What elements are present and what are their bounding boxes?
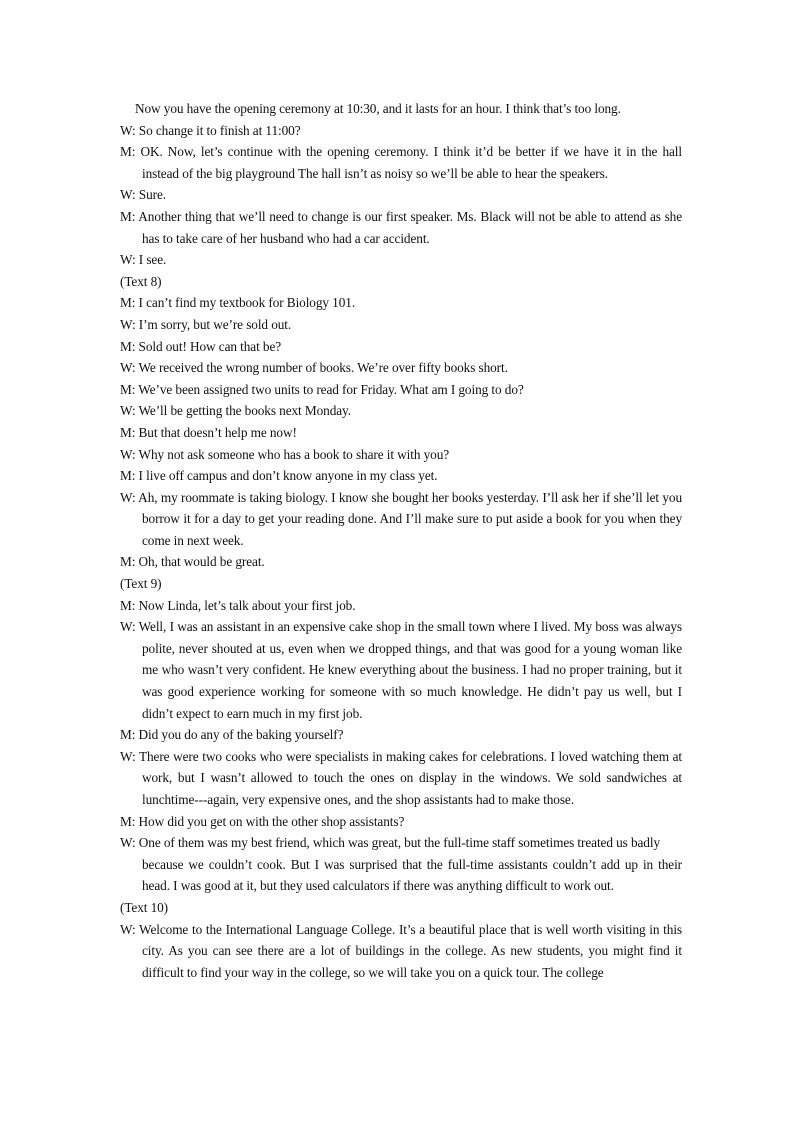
paragraph: W: So change it to finish at 11:00?	[120, 122, 301, 138]
paragraph: M: We’ve been assigned two units to read for Friday. What am I going to do?	[120, 381, 524, 397]
paragraph: M: But that doesn’t help me now!	[120, 424, 297, 440]
paragraph: M: Oh, that would be great.	[120, 554, 265, 570]
paragraph: W: Sure.	[120, 187, 166, 203]
paragraph: M: How did you get on with the other shop assistants?	[120, 813, 405, 829]
paragraph: M: OK. Now, let’s continue with the opening ceremony. I think it’d be better if we have it in the hall instead of the big playground The hall isn’t as noisy so we’ll be able to hear the speakers.	[120, 144, 682, 181]
paragraph: W: I see.	[120, 252, 167, 268]
paragraph: M: Did you do any of the baking yourself?	[120, 727, 344, 743]
section-label: (Text 8)	[120, 273, 162, 289]
paragraph: W: There were two cooks who were specialists in making cakes for celebrations. I loved watching them at work, but I wasn’t allowed to touch the ones on display in the windows. We sold sandwiches at lunchtime---again, very expensive ones, and the shop assistants had to make those.	[120, 748, 682, 807]
paragraph: M: I live off campus and don’t know anyone in my class yet.	[120, 468, 438, 484]
paragraph: W: We received the wrong number of books. We’re over fifty books short.	[120, 360, 508, 376]
paragraph: W: Well, I was an assistant in an expensive cake shop in the small town where I lived. My boss was always polite, never shouted at us, even when we dropped things, and that was good for a young woman like me who wasn’t very confident. He knew everything about the business. I had no proper training, but it was good experience working for someone with so much knowledge. He didn’t pay us well, but I didn’t expect to earn much in my first job.	[120, 619, 682, 721]
transcript-body	[120, 98, 682, 983]
paragraph: M: Now Linda, let’s talk about your first job.	[120, 597, 356, 613]
paragraph: W: We’ll be getting the books next Monday.	[120, 403, 351, 419]
paragraph: M: Another thing that we’ll need to change is our first speaker. Ms. Black will not be able to attend as she has to take care of her husband who had a car accident.	[120, 208, 682, 246]
paragraph: W: Welcome to the International Language College. It’s a beautiful place that is well worth visiting in this city. As you can see there are a lot of buildings in the college. As new students, you might find it difficult to find your way in the college, so we will take you on a quick tour. The college	[120, 921, 682, 980]
paragraph: W: Why not ask someone who has a book to share it with you?	[120, 446, 450, 462]
paragraph: W: Ah, my roommate is taking biology. I know she bought her books yesterday. I’ll ask her if she’ll let you borrow it for a day to get your reading done. And I’ll make sure to put aside a book for you when they come in next week.	[120, 489, 682, 548]
paragraph: M: Sold out! How can that be?	[120, 338, 282, 354]
paragraph: W: I’m sorry, but we’re sold out.	[120, 316, 292, 332]
paragraph: Now you have the opening ceremony at 10:30, and it lasts for an hour. I think that’s too long.	[135, 101, 621, 116]
paragraph: W: One of them was my best friend, which was great, but the full-time staff sometimes treated us badly	[120, 835, 660, 851]
section-label: (Text 10)	[120, 899, 169, 915]
paragraph: M: I can’t find my textbook for Biology 101.	[120, 295, 356, 311]
section-label: (Text 9)	[120, 576, 162, 592]
paragraph-continuation: because we couldn’t cook. But I was surprised that the full-time assistants couldn’t add up in their head. I was good at it, but they used calculators if there was anything difficult to work out.	[142, 856, 682, 894]
